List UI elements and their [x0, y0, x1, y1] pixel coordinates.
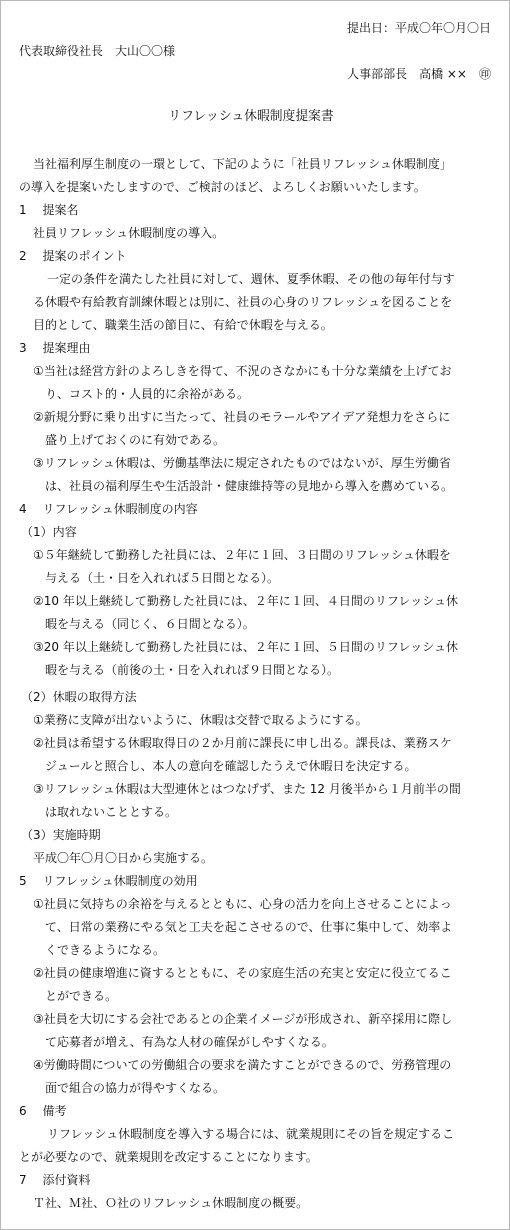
list-item: ①当社は経営方針のよろしきを得て、不況のさなかにも十分な業績を上げてお: [33, 364, 452, 378]
list-item: ③リフレッシュ休暇は、労働基準法に規定されたものではないが、厚生労働省: [33, 456, 451, 470]
list-item: 面で組合の協力が得やすくなる。: [45, 1081, 226, 1095]
list-item: ④労働時間についての労働組合の要求を満たすことができるので、労務管理の: [33, 1058, 452, 1072]
list-item: とができる。: [45, 989, 118, 1003]
list-item: り、コスト的・人員的に余裕がある。: [45, 387, 250, 401]
submission-date: 提出日：平成〇年〇月〇日: [346, 21, 491, 35]
section-body: 社員リフレッシュ休暇制度の導入。: [33, 226, 225, 240]
list-item: 与える（土・日を入れれば５日間となる）。: [45, 571, 280, 585]
subsection-heading: （2）休暇の取得方法: [21, 690, 137, 704]
section-heading: 5 リフレッシュ休暇制度の効用: [19, 874, 198, 888]
section-heading: 2 提案のポイント: [19, 249, 127, 263]
list-item: ③リフレッシュ休暇は大型連休とはつなげず、また 12 月後半から１月前半の間: [33, 782, 461, 796]
list-item: は取れないこととする。: [45, 805, 178, 819]
list-item: て、日常の業務にやる気と工夫を起こさせるので、仕事に集中して、効率よ: [45, 920, 453, 934]
list-item: くできるようになる。: [45, 943, 166, 957]
subsection-heading: （1）内容: [21, 525, 77, 539]
recipient: 代表取締役社長 大山〇〇様: [19, 44, 176, 58]
list-item: 暇を与える（同じく、６日間となる）。: [45, 617, 255, 631]
section-heading: 3 提案理由: [19, 341, 91, 355]
section-body: とが必要なので、就業規則を改定することになります。: [19, 1150, 318, 1164]
subsection-heading: （3）実施時期: [21, 828, 101, 842]
list-item: ①５年継続して勤務した社員には、２年に１回、３日間のリフレッシュ休暇を: [33, 548, 451, 562]
list-item: ③20 年以上継続して勤務した社員には、２年に１回、５日間のリフレッシュ休: [33, 640, 459, 654]
section-body: 平成〇年〇月〇日から実施する。: [33, 851, 214, 865]
list-item: ①業務に支障が出ないように、休暇は交替で取るようにする。: [33, 713, 368, 727]
list-item: ②社員は希望する休暇取得日の２か月前に課長に申し出る。課長は、業務スケ: [33, 736, 452, 750]
list-item: 盛り上げておくのに有効である。: [45, 433, 226, 447]
section-heading: 1 提案名: [19, 203, 79, 217]
list-item: は、社員の福利厚生や生活設計・健康維持等の見地から導入を薦めている。: [45, 479, 454, 493]
section-heading: 7 添付資料: [19, 1173, 91, 1187]
section-body: 目的として、職業生活の節目に、有給で休暇を与える。: [33, 318, 333, 332]
section-body: Ｔ社、Ｍ社、Ｏ社のリフレッシュ休暇制度の概要。: [33, 1196, 309, 1210]
list-item: ②社員の健康増進に資するとともに、その家庭生活の充実と安定に役立てるこ: [33, 966, 452, 980]
list-item: ①社員に気持ちの余裕を与えるとともに、心身の活力を向上させることによっ: [33, 897, 452, 911]
section-body: る休暇や有給教育訓練休暇とは別に、社員の心身のリフレッシュを図ることを: [33, 295, 453, 309]
section-body: リフレッシュ休暇制度を導入する場合には、就業規則にその旨を規定するこ: [47, 1127, 455, 1141]
document-title: リフレッシュ休暇制度提案書: [168, 109, 334, 124]
list-item: 暇を与える（前後の土・日を入れれば９日間となる）。: [45, 663, 340, 677]
section-heading: 4 リフレッシュ休暇制度の内容: [19, 502, 198, 516]
section-body: 一定の条件を満たした社員に対して、週休、夏季休暇、その他の毎年付与す: [47, 272, 455, 286]
list-item: て応募者が増え、有為な人材の確保がしやすくなる。: [45, 1035, 334, 1049]
sender: 人事部部長 高橋 ×× ㊞: [347, 67, 491, 81]
intro-line: 当社福利厚生制度の一環として、下記のように「社員リフレッシュ休暇制度」: [33, 157, 452, 171]
list-item: ③社員を大切にする会社であるとの企業イメージが形成され、新卒採用に際し: [33, 1012, 453, 1026]
list-item: ジュールと照合し、本人の意向を確認したうえで休暇日を決定する。: [45, 759, 417, 773]
list-item: ②新規分野に乗り出すに当たって、社員のモラールやアイデア発想力をさらに: [33, 410, 451, 424]
list-item: ②10 年以上継続して勤務した社員には、２年に１回、４日間のリフレッシュ休: [33, 594, 459, 608]
intro-line: の導入を提案いたしますので、ご検討のほど、よろしくお願いいたします。: [19, 180, 426, 194]
section-heading: 6 備考: [19, 1104, 67, 1118]
